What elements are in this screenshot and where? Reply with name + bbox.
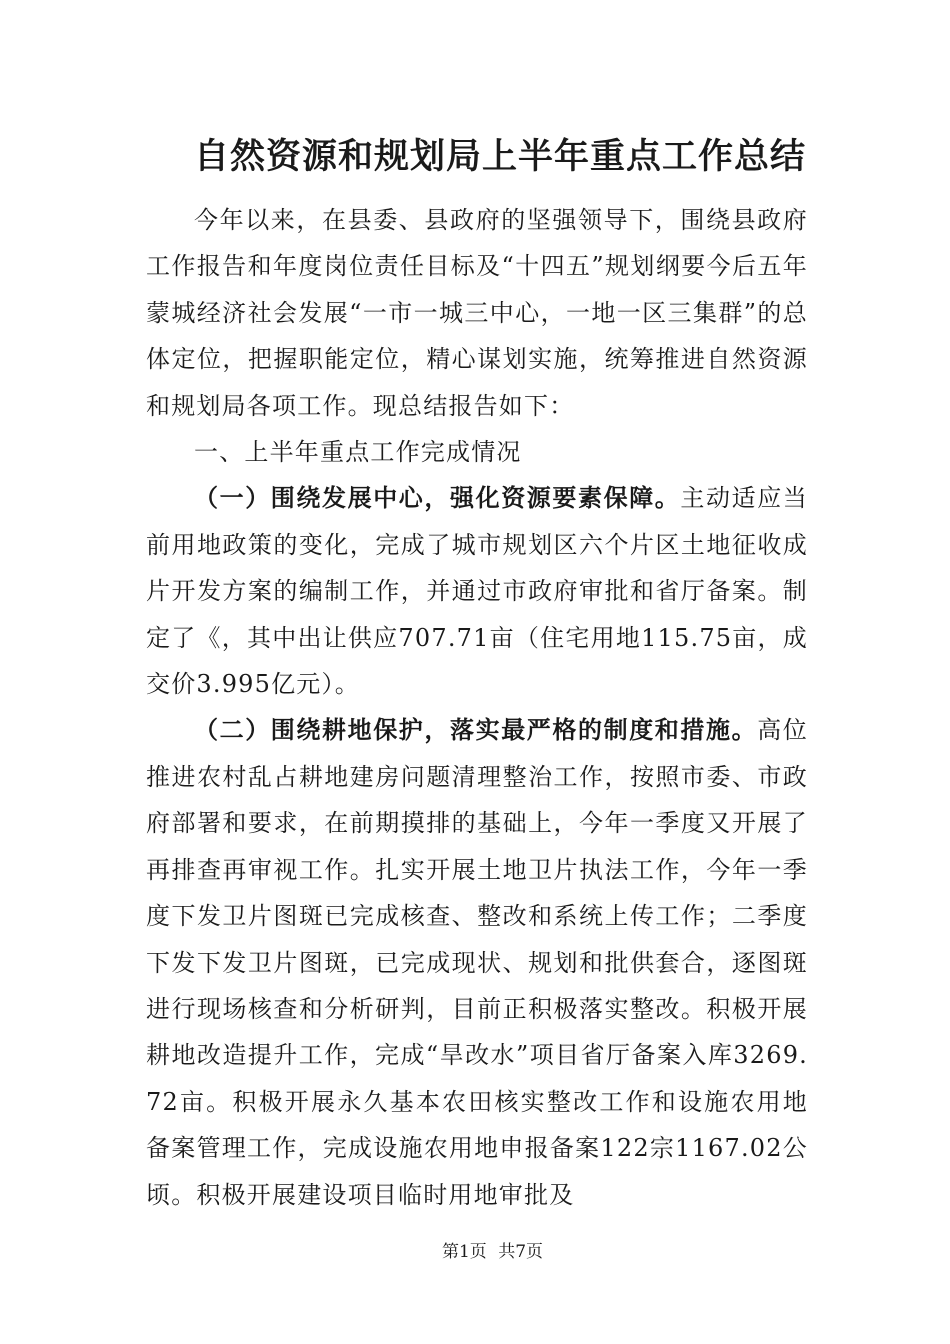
subsection-1-body: 主动适应当前用地政策的变化，完成了城市规划区六个片区土地征收成片开发方案的编制工作，并通过市政府审批和省厅备案。制定了《，其中出让供应707.71亩（住宅用地115.75亩，成交价3.995亿元）。 [146, 484, 808, 699]
subsection-2-lead: （二）围绕耕地保护，落实最严格的制度和措施。 [194, 716, 758, 745]
page-footer [0, 1240, 950, 1264]
subsection-1-lead: （一）围绕发展中心，强化资源要素保障。 [194, 484, 681, 513]
document-body [146, 197, 808, 1218]
intro-paragraph: 今年以来，在县委、县政府的坚强领导下，围绕县政府工作报告和年度岗位责任目标及“十四五”规划纲要今后五年蒙城经济社会发展“一市一城三中心，一地一区三集群”的总体定位，把握职能定位，精心谋划实施，统筹推进自然资源和规划局各项工作。现总结报告如下： [146, 206, 808, 420]
subsection-2-body: 高位推进农村乱占耕地建房问题清理整治工作，按照市委、市政府部署和要求，在前期摸排的基础上，今年一季度又开展了再排查再审视工作。扎实开展土地卫片执法工作，今年一季度下发卫片图斑已完成核查、整改和系统上传工作；二季度下发下发卫片图斑，已完成现状、规划和批供套合，逐图斑进行现场核查和分析研判，目前正积极落实整改。积极开展耕地改造提升工作，完成“旱改水”项目省厅备案入库3269.72亩。积极开展永久基本农田核实整改工作和设施农用地备案管理工作，完成设施农用地申报备案122宗1167.02公顷。积极开展建设项目临时用地审批及 [146, 716, 808, 1209]
page-total: 共7页 [498, 1242, 544, 1262]
subsection-2-paragraph [146, 707, 808, 1217]
section-heading: 一、上半年重点工作完成情况 [194, 438, 522, 467]
page-number: 第1页 [441, 1242, 487, 1262]
document-title: 自然资源和规划局上半年重点工作总结 [193, 136, 806, 177]
subsection-1-paragraph [146, 475, 808, 707]
